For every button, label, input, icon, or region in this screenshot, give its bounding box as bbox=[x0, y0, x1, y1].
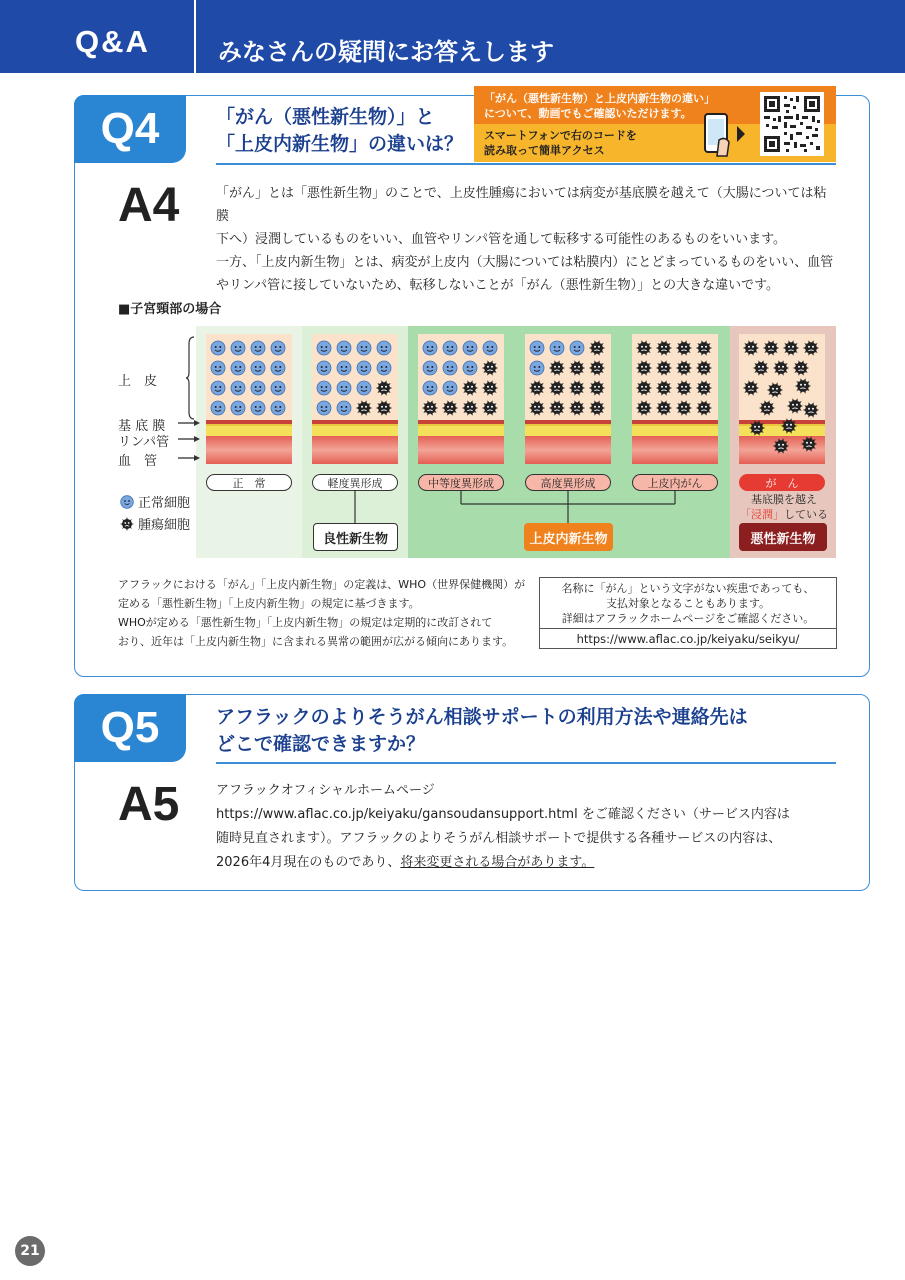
normal-cell-icon bbox=[317, 401, 331, 415]
category-malignant: 悪性新生物 bbox=[739, 523, 827, 551]
tumor-cell-icon bbox=[482, 380, 498, 396]
tumor-cell-icon bbox=[767, 382, 783, 398]
invasion-note bbox=[736, 492, 832, 522]
normal-cell-icon bbox=[120, 495, 134, 509]
tumor-cell-icon bbox=[569, 400, 585, 416]
normal-cell-icon bbox=[231, 361, 245, 375]
cell-grid bbox=[418, 334, 504, 464]
note-box-line: 詳細はアフラックホームページをご確認ください。 bbox=[561, 612, 815, 625]
support-url-link[interactable]: https://www.aflac.co.jp/keiyaku/gansoudansupport.html をご確認ください（サービス内容は bbox=[216, 807, 790, 822]
q5-title-line2: どこで確認できますか？ bbox=[216, 733, 426, 755]
invasion-line1: 基底膜を越え bbox=[751, 493, 817, 506]
normal-cell-icon bbox=[271, 401, 285, 415]
tumor-cell-icon bbox=[462, 380, 478, 396]
tumor-cell-icon bbox=[743, 340, 759, 356]
normal-cell-icon bbox=[443, 361, 457, 375]
tumor-cell-icon bbox=[656, 360, 672, 376]
q4-title-line2: 「上皮内新生物」の違いは？ bbox=[216, 133, 464, 155]
normal-cell-icon bbox=[463, 341, 477, 355]
cell-grid bbox=[206, 334, 292, 464]
tumor-cell-icon bbox=[636, 360, 652, 376]
tumor-cell-icon bbox=[656, 340, 672, 356]
normal-cell-icon bbox=[530, 361, 544, 375]
a4-line: 下へ）浸潤しているものをいい、血管やリンパ管を通して転移する可能性のあるものをいいます。 bbox=[216, 232, 787, 247]
tumor-cell-icon bbox=[636, 400, 652, 416]
stage-moderate-dysplasia: 中等度異形成 bbox=[418, 474, 504, 491]
tumor-cell-icon bbox=[482, 400, 498, 416]
page-number: 21 bbox=[15, 1236, 45, 1266]
normal-cell-icon bbox=[570, 341, 584, 355]
normal-cell-icon bbox=[377, 341, 391, 355]
label-epithelium: 上 皮 bbox=[118, 374, 158, 389]
tumor-cell-icon bbox=[569, 380, 585, 396]
payment-note-text bbox=[540, 578, 836, 629]
normal-cell-icon bbox=[211, 401, 225, 415]
tumor-cell-icon bbox=[763, 340, 779, 356]
page-header bbox=[0, 0, 905, 73]
a5-line bbox=[216, 851, 838, 875]
stage-carcinoma-in-situ: 上皮内がん bbox=[632, 474, 718, 491]
label-lymphatic: リンパ管 bbox=[118, 435, 170, 450]
tumor-cell-icon bbox=[773, 438, 789, 454]
note-box-line: 支払対象となることもあります。 bbox=[605, 597, 771, 610]
cell-grid bbox=[525, 334, 611, 464]
note-line: 定める「悪性新生物」「上皮内新生物」の規定に基づきます。 bbox=[118, 597, 420, 610]
tumor-cell-icon bbox=[793, 360, 809, 376]
tissue-block bbox=[739, 334, 825, 464]
tumor-cell-icon bbox=[753, 360, 769, 376]
tumor-cell-icon bbox=[749, 420, 765, 436]
q4-title-underline bbox=[216, 163, 836, 165]
tumor-cell-icon bbox=[696, 360, 712, 376]
diagram-heading: ■子宮頸部の場合 bbox=[118, 302, 222, 317]
arrow-icon bbox=[178, 416, 200, 466]
tumor-cell-icon bbox=[696, 340, 712, 356]
normal-cell-icon bbox=[337, 381, 351, 395]
label-blood-vessel: 血 管 bbox=[118, 454, 158, 469]
tumor-cell-icon bbox=[356, 400, 372, 416]
tissue-block bbox=[206, 334, 292, 464]
tumor-cell-icon bbox=[442, 400, 458, 416]
normal-cell-icon bbox=[271, 341, 285, 355]
normal-cell-icon bbox=[357, 341, 371, 355]
tumor-cell-icon bbox=[589, 380, 605, 396]
q4-title bbox=[216, 104, 463, 158]
note-line: おり、近年は「上皮内新生物」に含まれる異常の範囲が広がる傾向にあります。 bbox=[118, 635, 514, 648]
tumor-cell-icon bbox=[376, 400, 392, 416]
q5-title-underline bbox=[216, 762, 836, 764]
payment-note-box bbox=[539, 577, 837, 649]
a5-body bbox=[216, 779, 838, 875]
tumor-cell-icon bbox=[656, 400, 672, 416]
normal-cell-icon bbox=[317, 381, 331, 395]
legend-tumor-cell bbox=[120, 514, 190, 533]
category-intraepithelial: 上皮内新生物 bbox=[524, 523, 613, 551]
q4-title-line1: 「がん（悪性新生物）」と bbox=[216, 106, 435, 128]
tumor-cell-icon bbox=[783, 340, 799, 356]
a4-line: 「がん」とは「悪性新生物」のことで、上皮性腫瘍においては病変が基底膜を越えて（大腸については粘膜 bbox=[216, 186, 827, 224]
tumor-cell-icon bbox=[801, 436, 817, 452]
video-line4: 読み取って簡単アクセス bbox=[484, 144, 605, 157]
video-line3: スマートフォンで右のコードを bbox=[484, 129, 637, 142]
a5-label: A5 bbox=[118, 778, 180, 831]
tumor-cell-icon bbox=[589, 400, 605, 416]
normal-cell-icon bbox=[211, 341, 225, 355]
normal-cell-icon bbox=[423, 341, 437, 355]
q5-label: Q5 bbox=[74, 694, 186, 762]
tumor-cell-icon bbox=[696, 400, 712, 416]
a4-label: A4 bbox=[118, 179, 180, 232]
epithelium-brace-icon bbox=[186, 336, 196, 420]
video-banner-instruction bbox=[484, 128, 637, 158]
stage-mild-dysplasia: 軽度異形成 bbox=[312, 474, 398, 491]
normal-cell-icon bbox=[337, 341, 351, 355]
tumor-cell-icon bbox=[656, 380, 672, 396]
normal-cell-icon bbox=[357, 361, 371, 375]
qr-code-icon bbox=[760, 92, 824, 156]
tumor-cell-icon bbox=[696, 380, 712, 396]
a5-line-text: 2026年4月現在のものであり、 bbox=[216, 855, 401, 870]
normal-cell-icon bbox=[550, 341, 564, 355]
normal-cell-icon bbox=[377, 361, 391, 375]
tumor-cell-icon bbox=[759, 400, 775, 416]
tumor-cell-icon bbox=[529, 380, 545, 396]
section-label: Q&A bbox=[75, 24, 150, 59]
normal-cell-icon bbox=[211, 381, 225, 395]
q5-title bbox=[216, 704, 748, 758]
normal-cell-icon bbox=[231, 341, 245, 355]
normal-cell-icon bbox=[317, 361, 331, 375]
tumor-cell-icon bbox=[781, 418, 797, 434]
normal-cell-icon bbox=[271, 381, 285, 395]
cell-grid bbox=[632, 334, 718, 464]
label-basement-membrane: 基 底 膜 bbox=[118, 419, 166, 434]
tumor-cell-icon bbox=[676, 380, 692, 396]
invasion-line2 bbox=[736, 507, 832, 522]
tumor-cell-icon bbox=[529, 400, 545, 416]
note-box-line: 名称に「がん」という文字がない疾患であっても、 bbox=[561, 582, 815, 595]
page-title: みなさんの疑問にお答えします bbox=[218, 38, 554, 66]
legend-normal-label: 正常細胞 bbox=[138, 496, 191, 511]
normal-cell-icon bbox=[423, 361, 437, 375]
normal-cell-icon bbox=[337, 361, 351, 375]
q5-title-line1: アフラックのよりそうがん相談サポートの利用方法や連絡先は bbox=[216, 706, 748, 728]
stage-normal: 正 常 bbox=[206, 474, 292, 491]
smartphone-icon bbox=[699, 110, 749, 160]
q4-label: Q4 bbox=[74, 95, 186, 163]
a5-line: 随時見直されます）。アフラックのよりそうがん相談サポートで提供する各種サービスの内容は、 bbox=[216, 831, 782, 846]
tumor-cell-icon bbox=[787, 398, 803, 414]
normal-cell-icon bbox=[443, 341, 457, 355]
tumor-cell-icon bbox=[803, 402, 819, 418]
normal-cell-icon bbox=[337, 401, 351, 415]
normal-cell-icon bbox=[357, 381, 371, 395]
a5-line: アフラックオフィシャルホームページ bbox=[216, 783, 435, 798]
tumor-cell-icon bbox=[743, 380, 759, 396]
a4-line: やリンパ管に接していないため、転移しないことが「がん（悪性新生物）」との大きな違いです。 bbox=[216, 278, 780, 293]
a4-body bbox=[216, 182, 838, 297]
stage-severe-dysplasia: 高度異形成 bbox=[525, 474, 611, 491]
normal-cell-icon bbox=[251, 401, 265, 415]
video-line1: 「がん（悪性新生物）と上皮内新生物の違い」 bbox=[484, 92, 715, 105]
cell-grid bbox=[312, 334, 398, 464]
normal-cell-icon bbox=[483, 341, 497, 355]
tumor-cell-icon bbox=[482, 360, 498, 376]
tissue-block bbox=[632, 334, 718, 464]
tumor-cell-icon bbox=[676, 360, 692, 376]
invasion-highlight: 「浸潤」 bbox=[740, 508, 784, 521]
cell-grid bbox=[739, 334, 825, 464]
tumor-cell-icon bbox=[376, 380, 392, 396]
tumor-cell-icon bbox=[462, 400, 478, 416]
category-benign: 良性新生物 bbox=[313, 523, 398, 551]
video-line2: について、動画でもご確認いただけます。 bbox=[484, 107, 692, 120]
tumor-cell-icon bbox=[589, 340, 605, 356]
who-definition-note bbox=[118, 575, 538, 651]
tumor-cell-icon bbox=[569, 360, 585, 376]
legend-normal-cell bbox=[120, 492, 190, 511]
video-banner[interactable] bbox=[474, 86, 836, 162]
normal-cell-icon bbox=[423, 381, 437, 395]
invasion-rest: している bbox=[784, 508, 828, 521]
tumor-cell-icon bbox=[120, 517, 134, 531]
normal-cell-icon bbox=[251, 361, 265, 375]
tissue-block bbox=[312, 334, 398, 464]
note-line: アフラックにおける「がん」「上皮内新生物」の定義は、WHO（世界保健機関）が bbox=[118, 578, 526, 591]
normal-cell-icon bbox=[463, 361, 477, 375]
normal-cell-icon bbox=[251, 341, 265, 355]
normal-cell-icon bbox=[317, 341, 331, 355]
tissue-block bbox=[525, 334, 611, 464]
tumor-cell-icon bbox=[549, 380, 565, 396]
video-banner-text bbox=[484, 91, 715, 121]
a5-line-underlined: 将来変更される場合があります。 bbox=[400, 855, 595, 870]
header-divider bbox=[194, 0, 196, 73]
tumor-cell-icon bbox=[589, 360, 605, 376]
normal-cell-icon bbox=[251, 381, 265, 395]
normal-cell-icon bbox=[271, 361, 285, 375]
tumor-cell-icon bbox=[773, 360, 789, 376]
normal-cell-icon bbox=[443, 381, 457, 395]
category-connectors bbox=[300, 490, 700, 526]
tumor-cell-icon bbox=[795, 378, 811, 394]
tissue-block bbox=[418, 334, 504, 464]
tumor-cell-icon bbox=[636, 380, 652, 396]
a4-line: 一方、「上皮内新生物」とは、病変が上皮内（大腸については粘膜内）にとどまっているものをいい、血管 bbox=[216, 255, 834, 270]
tumor-cell-icon bbox=[676, 340, 692, 356]
tumor-cell-icon bbox=[549, 400, 565, 416]
tumor-cell-icon bbox=[676, 400, 692, 416]
tumor-cell-icon bbox=[422, 400, 438, 416]
tumor-cell-icon bbox=[803, 340, 819, 356]
qr-code[interactable] bbox=[760, 92, 824, 156]
legend-tumor-label: 腫瘍細胞 bbox=[138, 518, 191, 533]
normal-cell-icon bbox=[530, 341, 544, 355]
normal-cell-icon bbox=[231, 401, 245, 415]
normal-cell-icon bbox=[211, 361, 225, 375]
tumor-cell-icon bbox=[636, 340, 652, 356]
normal-cell-icon bbox=[231, 381, 245, 395]
note-line: WHOが定める「悪性新生物」「上皮内新生物」の規定は定期的に改訂されて bbox=[118, 616, 493, 629]
stage-cancer: が ん bbox=[739, 474, 825, 491]
claim-url-link[interactable]: https://www.aflac.co.jp/keiyaku/seikyu/ bbox=[576, 632, 800, 646]
tumor-cell-icon bbox=[549, 360, 565, 376]
